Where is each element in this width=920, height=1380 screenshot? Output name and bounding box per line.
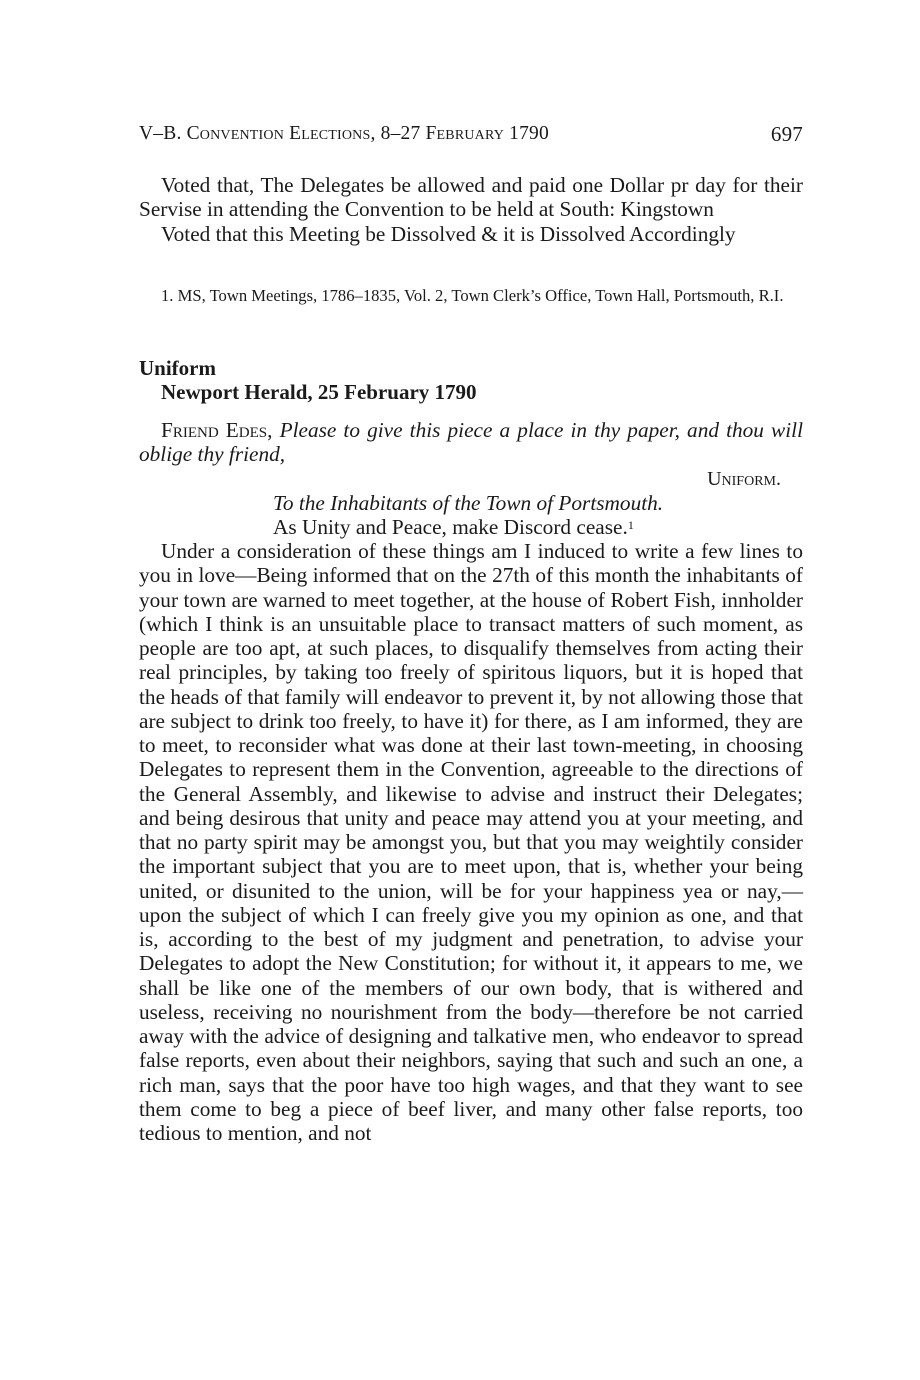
letter-motto (273, 515, 634, 539)
minutes-block (139, 173, 803, 246)
letter-addressee: To the Inhabitants of the Town of Portsmouth. (273, 491, 664, 515)
footnote-text: 1. MS, Town Meetings, 1786–1835, Vol. 2, Town Clerk’s Office, Town Hall, Portsmouth, R.I. (161, 286, 784, 305)
letter-signature: Uniform. (707, 468, 781, 490)
letter-salutation: Friend Edes, (161, 418, 273, 442)
page-number: 697 (770, 122, 803, 146)
section-source: Newport Herald, 25 February 1790 (161, 380, 477, 404)
letter-body (139, 539, 803, 1145)
minutes-paragraph-1: Voted that, The Delegates be allowed and paid one Dollar pr day for their Servise in attending the Convention to be held at South: Kingstown (139, 173, 803, 222)
minutes-paragraph-2: Voted that this Meeting be Dissolved & it is Dissolved Accordingly (161, 221, 736, 246)
motto-text: As Unity and Peace, make Discord cease. (273, 515, 628, 539)
letter-request: Please to give this piece a place in thy paper, and thou will oblige thy friend, (139, 418, 804, 467)
section-heading: Uniform (139, 356, 216, 380)
letter-body-paragraph: Under a consideration of these things am I induced to write a few lines to you in love—Being informed that on the 27th of this month the inhabitants of your town are warned to meet together, at the house of Robert Fish, innholder (which I think is an unsuitable place to transact matters of such moment, as people are too apt, at such places, to disqualify themselves from acting their real principles, by taking too freely of spiritous liquors, but it is hoped that the heads of that family will endeavor to prevent it, by not allowing those that are subject to drink too freely, to have it) for there, as I am informed, they are to meet, to reconsider what was done at their last town-meeting, in choosing Delegates to represent them in the Convention, agreeable to the directions of the General Assembly, and likewise to advise and instruct their Delegates; and being desirous that unity and peace may attend you at your meeting, and that no party spirit may be amongst you, but that you may weightily consider the important subject that you are to meet upon, that is, whether your being united, or disunited to the union, will be for your happiness yea or nay,—upon the subject of which I can freely give you my opinion as one, and that is, according to the best of my judgment and penetration, to advise your Delegates to adopt the New Constitution; for without it, it appears to me, we shall be like one of the members of our own body, that is withered and useless, receiving no nourishment from the body—therefore be not carried away with the advice of designing and talkative men, who endeavor to spread false reports, even about their neighbors, saying that such and such an one, a rich man, says that the poor have too high wages, and that they want to see them come to beg a piece of beef liver, and many other false reports, too tedious to mention, and not (139, 539, 803, 1145)
running-head (139, 120, 803, 148)
motto-footnote-marker: 1 (627, 518, 634, 532)
running-head-title: V–B. Convention Elections, 8–27 February 1790 (139, 123, 549, 144)
footnote (139, 285, 803, 306)
letter-intro (139, 418, 803, 467)
letter-intro-paragraph (139, 418, 803, 467)
